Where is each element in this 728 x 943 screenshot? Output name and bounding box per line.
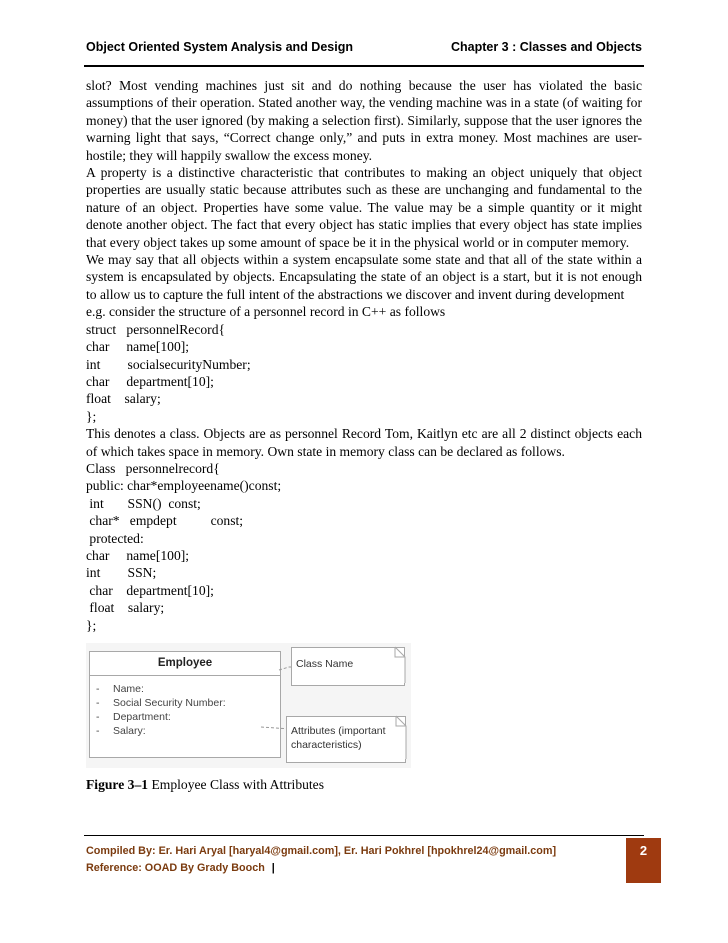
- code-line: char department[10];: [86, 373, 214, 389]
- attribute-item: - Social Security Number:: [96, 697, 226, 709]
- code-block-struct: [86, 321, 642, 425]
- paragraph-2: A property is a distinctive characteristic that contributes to making an object uniquely that object properties are usually static because attributes such as these are unchanging and fundamental to the nature of an object. Properties have some value. The value may be a simple quantity or it might denote another object. The fact that every object has static implies that every object has state implies that every object takes up some amount of space be it in the physical world or in computer memory.: [86, 165, 642, 250]
- attribute-item: - Salary:: [96, 725, 146, 737]
- code-line: char department[10];: [86, 582, 214, 598]
- code-line: int SSN;: [86, 565, 157, 581]
- code-line: };: [86, 617, 97, 633]
- footer-compiled-by: Compiled By: Er. Hari Aryal [haryal4@gmail.com], Er. Hari Pokhrel [hpokhrel24@gmail.com]: [86, 845, 557, 857]
- footer-rule: [84, 835, 644, 836]
- page-number: 2: [626, 838, 661, 883]
- code-line: char* empdept const;: [86, 513, 244, 529]
- note-text: Attributes (important: [291, 725, 386, 737]
- note-text: Class Name: [296, 658, 354, 670]
- paragraph-5: This denotes a class. Objects are as personnel Record Tom, Kaitlyn etc are all 2 distinct objects each of which takes space in memory. Own state in memory class can be declared as follows.: [86, 426, 642, 459]
- header-rule: [84, 65, 644, 67]
- header-title: Object Oriented System Analysis and Design: [86, 40, 353, 54]
- attribute-label: Social Security Number:: [113, 697, 226, 709]
- attribute-label: Name:: [113, 683, 144, 695]
- code-line: char name[100];: [86, 547, 190, 563]
- footer-bar: |: [271, 862, 275, 874]
- attribute-label: Department:: [113, 711, 171, 723]
- attribute-label: Salary:: [113, 725, 146, 737]
- note-text: characteristics): [291, 739, 362, 751]
- note-corners: [86, 643, 411, 768]
- code-block-class: [86, 460, 642, 634]
- code-line: Class personnelrecord{: [86, 460, 220, 476]
- code-line: float salary;: [86, 391, 161, 407]
- footer-reference: Reference: OOAD By Grady Booch: [86, 862, 265, 874]
- code-line: float salary;: [86, 600, 165, 616]
- caption-label: Figure 3–1: [86, 777, 149, 792]
- code-line: int SSN() const;: [86, 495, 201, 511]
- attribute-item: - Department:: [96, 711, 171, 723]
- employee-class-figure: [86, 643, 411, 768]
- code-line: char name[100];: [86, 339, 190, 355]
- header-chapter: Chapter 3 : Classes and Objects: [450, 40, 642, 54]
- paragraph-4: e.g. consider the structure of a personnel record in C++ as follows: [86, 304, 446, 320]
- caption-text: Employee Class with Attributes: [148, 777, 325, 792]
- code-line: int socialsecurityNumber;: [86, 356, 251, 372]
- code-line: public: char*employeename()const;: [86, 478, 282, 494]
- body-text: [86, 77, 642, 634]
- attribute-item: - Name:: [96, 683, 144, 695]
- paragraph-3: We may say that all objects within a system encapsulate some state and that all of the state within a system is encapsulated by objects. Encapsulating the state of an object is a start, but it is not enough to allow us to capture the full intent of the abstractions we discover and invent during development: [86, 252, 642, 302]
- paragraph-1: slot? Most vending machines just sit and do nothing because the user has violated the basic assumptions of their operation. Stated another way, the vending machine was in a state (of waiting for money) that the user ignored (by making a selection first). Similarly, suppose that the user ignores the warning light that says, “Correct change only,” and puts in extra money. Most machines are user-hostile; they will happily swallow the excess money.: [86, 78, 642, 163]
- code-line: struct personnelRecord{: [86, 321, 226, 337]
- class-title: Employee: [90, 652, 280, 676]
- figure-caption: [86, 777, 324, 793]
- code-line: };: [86, 408, 97, 424]
- footer-reference-line: [86, 860, 556, 877]
- page-header: [86, 40, 642, 58]
- code-line: protected:: [86, 530, 144, 546]
- page-footer: [86, 843, 556, 877]
